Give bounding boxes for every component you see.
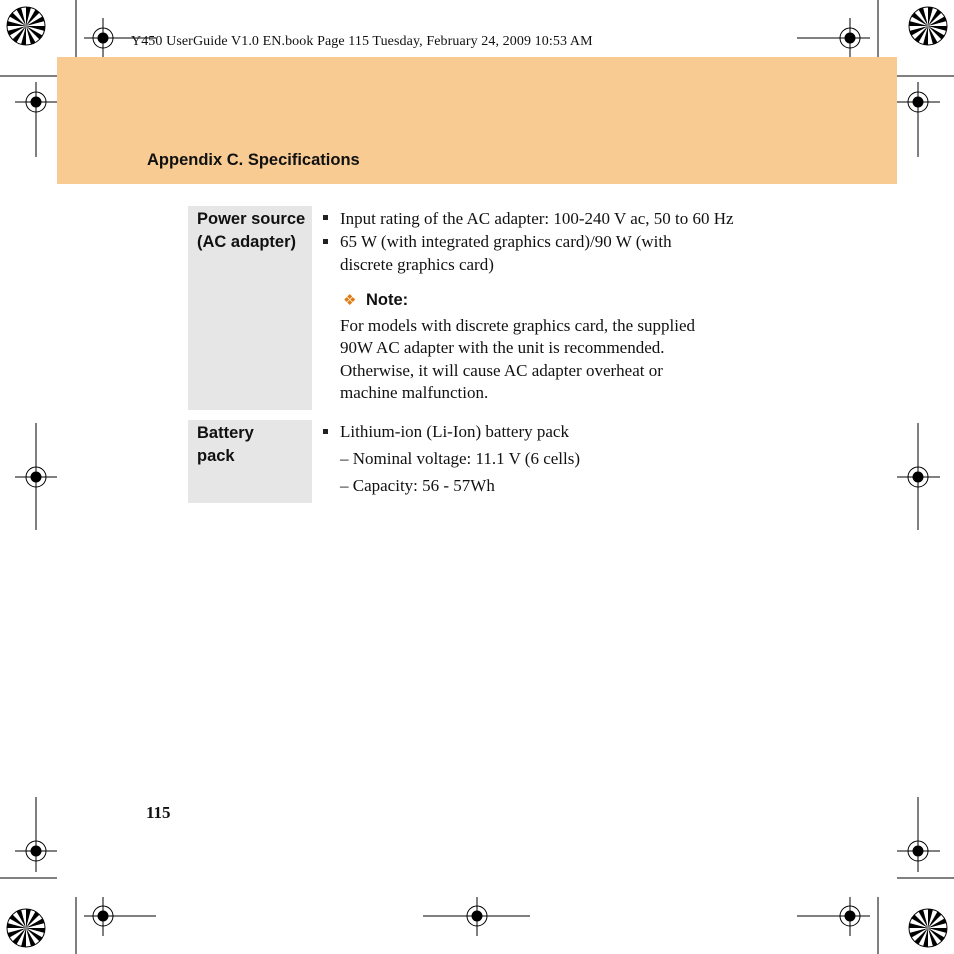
note-line: For models with discrete graphics card, the supplied: [340, 316, 696, 335]
registration-mark-icon: [423, 897, 530, 936]
power-bullet-watt-line2: discrete graphics card): [340, 255, 494, 274]
star-target-icon: [909, 909, 947, 947]
star-target-icon: [7, 7, 45, 45]
note-line: Otherwise, it will cause AC adapter overheat or: [340, 361, 663, 380]
registration-mark-icon: [84, 897, 156, 936]
power-label-line2: (AC adapter): [197, 233, 297, 251]
power-source-label-cell: [188, 206, 312, 410]
star-target-icon: [909, 7, 947, 45]
bullet-icon: [323, 429, 328, 434]
bullet-icon: [323, 215, 328, 220]
page-number: 115: [146, 803, 171, 822]
note-line: machine malfunction.: [340, 383, 489, 402]
power-label-line1: Power source: [197, 210, 306, 228]
registration-mark-icon: [897, 797, 940, 872]
note-title: Note:: [366, 291, 409, 309]
registration-mark-icon: [15, 423, 57, 530]
section-title: Appendix C. Specifications: [147, 151, 360, 169]
battery-label-line2: pack: [197, 447, 235, 465]
registration-mark-icon: [897, 423, 940, 530]
note-line: 90W AC adapter with the unit is recommended.: [340, 338, 665, 357]
battery-sub-voltage: – Nominal voltage: 11.1 V (6 cells): [340, 449, 581, 468]
note-diamond-icon: ❖: [343, 293, 357, 309]
registration-mark-icon: [797, 18, 870, 58]
battery-sub-capacity: – Capacity: 56 - 57Wh: [340, 476, 495, 495]
registration-mark-icon: [797, 897, 870, 936]
battery-bullet-type: Lithium-ion (Li-Ion) battery pack: [340, 422, 569, 441]
registration-mark-icon: [15, 82, 57, 157]
power-bullet-watt-line1: 65 W (with integrated graphics card)/90 W (with: [340, 232, 672, 251]
battery-label-line1: Battery: [197, 424, 254, 442]
star-target-icon: [7, 909, 45, 947]
power-bullet-input: Input rating of the AC adapter: 100-240 V ac, 50 to 60 Hz: [340, 209, 734, 228]
print-slug: Y450 UserGuide V1.0 EN.book Page 115 Tuesday, February 24, 2009 10:53 AM: [131, 34, 593, 49]
battery-label-cell: [188, 420, 312, 503]
registration-mark-icon: [15, 797, 57, 872]
bullet-icon: [323, 239, 328, 244]
registration-mark-icon: [897, 82, 940, 157]
